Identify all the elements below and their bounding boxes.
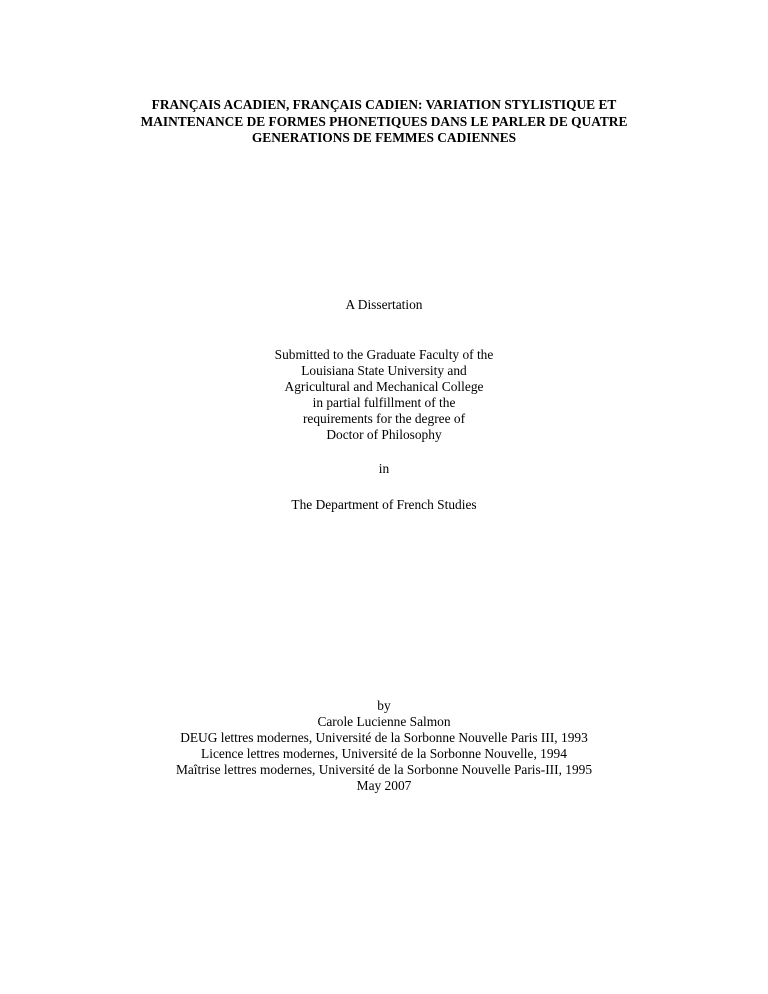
- title-line-1: FRANÇAIS ACADIEN, FRANÇAIS CADIEN: VARIATION STYLISTIQUE ET: [151, 97, 617, 112]
- author-block: [60, 698, 708, 794]
- title-line-3: GENERATIONS DE FEMMES CADIENNES: [251, 130, 517, 145]
- degree-line-2: Licence lettres modernes, Université de la Sorbonne Nouvelle, 1994: [201, 746, 567, 761]
- in-connector: [60, 461, 708, 477]
- department: [60, 497, 708, 513]
- submission-line-6: Doctor of Philosophy: [326, 427, 442, 442]
- submission-line-2: Louisiana State University and: [301, 363, 467, 378]
- submission-line-3: Agricultural and Mechanical College: [284, 379, 484, 394]
- dissertation-title: [60, 97, 708, 147]
- submission-line-4: in partial fulfillment of the: [312, 395, 456, 410]
- submission-date: May 2007: [356, 778, 412, 793]
- degree-line-1: DEUG lettres modernes, Université de la Sorbonne Nouvelle Paris III, 1993: [180, 730, 588, 745]
- by-text: by: [377, 698, 391, 713]
- in-text: in: [378, 461, 390, 476]
- author-name: Carole Lucienne Salmon: [317, 714, 451, 729]
- submission-line-5: requirements for the degree of: [302, 411, 466, 426]
- document-type: [60, 297, 708, 313]
- degree-line-3: Maîtrise lettres modernes, Université de la Sorbonne Nouvelle Paris-III, 1995: [175, 762, 593, 777]
- document-type-label: A Dissertation: [345, 297, 423, 312]
- department-name: The Department of French Studies: [291, 497, 477, 512]
- submission-line-1: Submitted to the Graduate Faculty of the: [274, 347, 494, 362]
- submission-statement: [60, 347, 708, 443]
- title-line-2: MAINTENANCE DE FORMES PHONETIQUES DANS LE PARLER DE QUATRE: [140, 113, 628, 129]
